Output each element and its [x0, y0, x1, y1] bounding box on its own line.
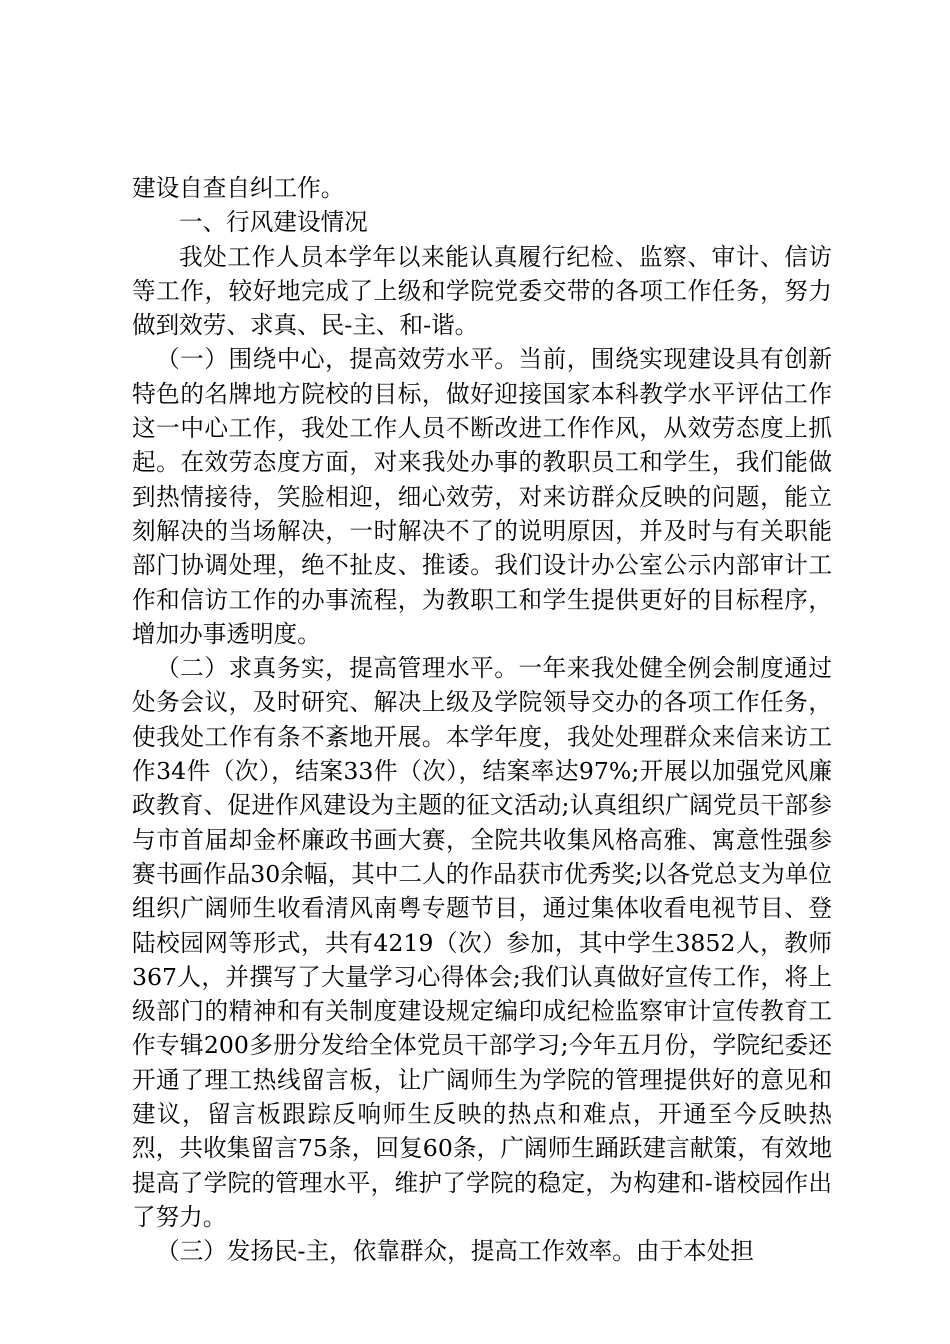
paragraph-part-three: （三）发扬民-主，依靠群众，提高工作效率。由于本处担: [156, 1237, 754, 1266]
paragraph-part-one: （一）围绕中心，提高效劳水平。当前，围绕实现建设具有创新特色的名牌地方院校的目标，做好迎接国家本科教学水平评估工作这一中心工作，我处工作人员不断改进工作作风，从效劳态度上抓起。在效劳态度方面，对来我处办事的教职员工和学生，我们能做到热情接待，笑脸相迎，细心效劳，对来访群众反映的问题，能立刻解决的当场解决，一时解决不了的说明原因，并及时与有关职能部门协调处理，绝不扯皮、推诿。我们设计办公室公示内部审计工作和信访工作的办事流程，为教职工和学生提供更好的目标程序，增加办事透明度。: [132, 345, 832, 648]
document-body: [132, 171, 832, 1269]
section-heading: 一、行风建设情况: [179, 208, 368, 237]
paragraph-continuation: 建设自查自纠工作。: [132, 174, 345, 202]
paragraph-part-two: （二）求真务实，提高管理水平。一年来我处健全例会制度通过处务会议，及时研究、解决上级及学院领导交办的各项工作任务，使我处工作有条不紊地开展。本学年度，我处处理群众来信来访工作34件（次），结案33件（次），结案率达97%;开展以加强党风廉政教育、促进作风建设为主题的征文活动;认真组织广阔党员干部参与市首届却金杯廉政书画大赛，全院共收集风格高雅、寓意性强参赛书画作品30余幅，其中二人的作品获市优秀奖;以各党总支为单位组织广阔师生收看清风南粤专题节目，通过集体收看电视节目、登陆校园网等形式，共有4219（次）参加，其中学生3852人，教师367人，并撰写了大量学习心得体会;我们认真做好宣传工作，将上级部门的精神和有关制度建设规定编印成纪检监察审计宣传教育工作专辑200多册分发给全体党员干部学习;今年五月份，学院纪委还开通了理工热线留言板，让广阔师生为学院的管理提供好的意见和建议，留言板跟踪反响师生反映的热点和难点，开通至今反映热烈，共收集留言75条，回复60条，广阔师生踊跃建言献策，有效地提高了学院的管理水平，维护了学院的稳定，为构建和-谐校园作出了努力。: [132, 654, 832, 1231]
paragraph-intro: 我处工作人员本学年以来能认真履行纪检、监察、审计、信访等工作，较好地完成了上级和学院党委交带的各项工作任务，努力做到效劳、求真、民-主、和-谐。: [132, 242, 832, 340]
